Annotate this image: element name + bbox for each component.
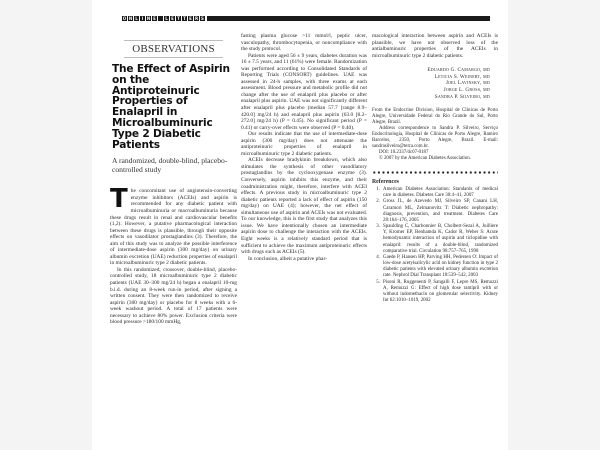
reference-item: 5. Pisoni R, Ruggenenti P, Sangalli F, Lepre MS, Remuzzi A, Remuzzi G: Effect of high dose ramipril with or without indomethacin on glomerular selectivity. Kidney Int 62:1010–1019, 2002 [376, 279, 498, 303]
section-header-bar [122, 16, 490, 21]
column-right [372, 33, 498, 304]
drop-cap: T [110, 184, 128, 215]
body-paragraph: ACEIs decrease bradykinin breakdown, which also stimulates the synthesis of other vasodilatory prostaglandins by the cyclooxygenase enzyme (3). Conversely, aspirin inhibits this enzyme, and their coadministration might, therefore, interfere with ACEI effects. A previous study in microalbuminuric type 2 diabetic patients reported a lack of effect of aspirin (150 mg/day) on UAE (4); however, the net effect of simultaneous use of aspirin and ACEIs was not evaluated. To our knowledge, this is the first study that analyzes this issue. We have intentionally chosen an intermediate aspirin dose to challenge the interaction with the ACEIs. Eight weeks is a relatively standard period that is sufficient to achieve the maximum antiproteinuric effects with drugs such as ACEIs (5). [241, 157, 367, 256]
author-name: Jorge L. Gross, md [443, 86, 490, 93]
body-paragraph: In this randomized, crossover, double-blind, placebo-controlled study, 18 microalbuminuric type 2 diabetic patients (UAE 30–300 mg/24 h) began a enalapril 10-mg b.i.d. during an 8-week run-in period, after signing a written consent. They were then randomized to receive aspirin (300 mg/day) or placebo for 8 weeks with a 6-week washout period. A total of 17 patients were necessary to achieve 80% power. Exclusion criteria were blood pressure >180/100 mmHg, [110, 266, 237, 326]
article-title: The Effect of Aspirin on the Antiproteinuric Properties of Enalapril in Microalbuminuric Type 2 Diabetic Patients [112, 63, 230, 151]
column-middle [241, 33, 367, 262]
reference-item: 2. Gross JL, de Azevedo MJ, Silveiro SP, Canani LH, Caramori ML, Zelmanovitz T: Diabetic nephropathy: diagnosis, prevention, and treatment. Diabetes Care 28:164–176, 2005 [376, 199, 498, 223]
author-name: Sandra P. Silveiro, md [434, 93, 490, 100]
article-subtitle: A randomized, double-blind, placebo-controlled study [112, 156, 228, 175]
author-name: Joel Lavinsky, md [445, 80, 490, 87]
section-box-observations: OBSERVATIONS [124, 40, 223, 58]
column-left [110, 33, 237, 326]
dotted-divider [372, 171, 498, 174]
author-name: Eduardo G. Camargo, md [427, 67, 490, 74]
copyright: © 2007 by the American Diabetes Association. [379, 156, 471, 162]
reference-item: 4. Gaede P, Hansen HP, Parving HH, Pedersen O: Impact of low-dose acetylsalicylic acid on kidney function in type 2 diabetic patients with elevated urinary albumin excretion rate. Nephrol Dial Transplant 18:539–542, 2003 [376, 254, 498, 279]
doi-link[interactable]: DOI: 10.2337/dc07-0187 [379, 150, 429, 156]
author-name: Leticia S. Weinert, md [434, 73, 490, 80]
reference-item: 3. Spaulding C, Charbonnier B, Cholbert-Sezal A, Juilliere Y, Kromer EP, Benhamda K, Cador R, Weber S: Acute hemodynamic interaction of aspirin and ticlopidine with enalapril: results of a double-blind, randomized comparative trial. Circulation 98:757–765, 1998 [376, 224, 498, 254]
affiliation: From the Endocrine Division, Hospital de Clínicas de Porto Alegre, Universidade Federal do Rio Grande do Sul, Porto Alegre, Brazil. [372, 108, 498, 126]
body-paragraph: Patients were aged 56 ± 9 years, diabetes duration was 16 ± 7.5 years, and 11 (61%) were female. Randomization was performed according to Consolidated Standards of Reporting Trials (CONSORT) guidelines. UAE was assessed in 24-h samples, with three exams at each assessment. Blood pressure and metabolic profile did not change after the use of enalapril plus placebo or after enalapril plus aspirin. UAE was not significantly different after enalapril plus placebo (median 57.7 [range 8.9–420.0] mg/24 h) and enalapril plus aspirin (63.0 [8.2–272.0] mg/24 h) (P = 0.45). No significant period (P = 0.41) or carry-over effects were observed (P = 0.40). [241, 52, 367, 131]
author-list [372, 67, 490, 100]
reference-list [372, 187, 498, 304]
journal-page [92, 0, 508, 450]
body-paragraph: Our results indicate that the use of intermediate-dose aspirin (300 mg/day) does not attenuate the antiproteinuric properties of enalapril in microalbuminuric type 2 diabetic patients. [241, 131, 367, 157]
body-paragraph: macological interaction between aspirin and ACEIs is plausible, we have not observed loss of the antialbuminuric properties of the ACEIs in microalbuminuric type 2 diabetic patients. [372, 33, 498, 59]
correspondence: Address correspondence to Sandra P. Silveiro, Serviço Endocrinologia, Hospital de Clínicas de Porto Alegre, Ramiro Barcelos, 2350, Porto Alegre, Brazil. E-mail: sandrasilveiro@terra.com.br. [372, 126, 498, 150]
reference-item: 1. American Diabetes Association: Standards of medical care in diabetes. Diabetes Care 30:4–41, 2007 [376, 187, 498, 199]
header-rule [207, 16, 490, 21]
body-paragraph: fasting plasma glucose >11 mmol/l, peptic ulcer, vasculopathy, thrombocytopenia, or noncompliance with the study protocol. [241, 33, 367, 53]
body-paragraph: In conclusion, albeit a putative phar- [248, 255, 327, 262]
body-paragraph: The concomitant use of angiotensin-converting enzyme inhibitors (ACEIs) and aspirin is recommended for any diabetic patient with microalbuminuria or macroalbuminuria because these drugs result in renal and cardiovascular benefits (1,2). However, a putative pharmacological interaction between these drugs is plausible, through their opposite effects on vasodilator prostaglandins (3). Therefore, the aim of this study was to analyze the possible interference of intermediate-dose aspirin (300 mg/day) on urinary albumin excretion (UAE) reduction properties of enalapril in microalbuminuric type 2 diabetic patients. [110, 184, 237, 267]
references-heading: References [372, 179, 399, 186]
section-label-online-letters: O N L I N E L E T T E R S [122, 16, 204, 21]
